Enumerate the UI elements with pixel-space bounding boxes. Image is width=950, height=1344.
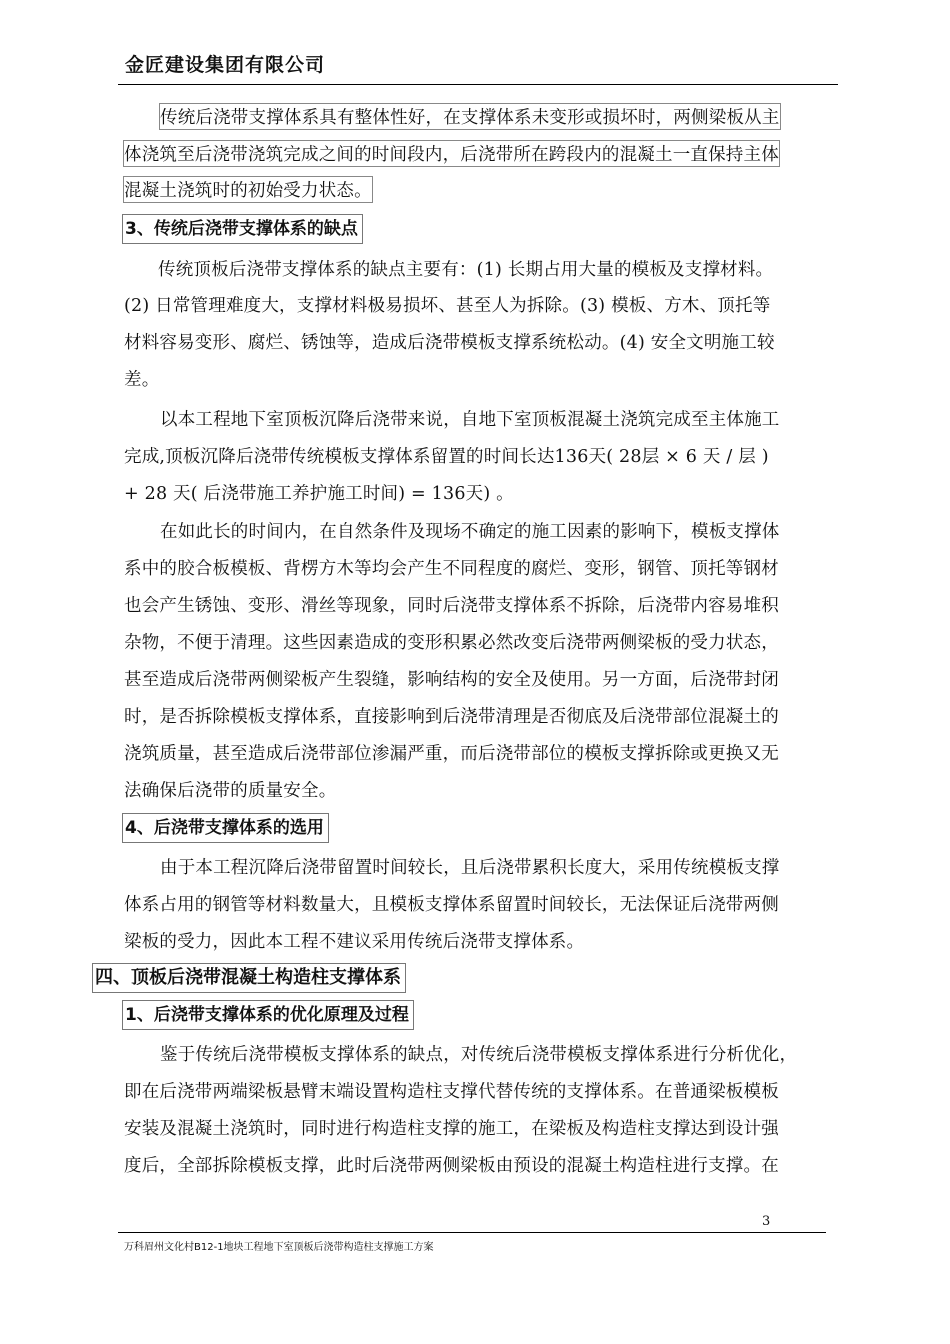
para3-line-3: + 28 天( 后浇带施工养护施工时间) = 136天) 。 (124, 484, 514, 504)
para6-line-4: 度后，全部拆除模板支撑，此时后浇带两侧梁板由预设的混凝土构造柱进行支撑。在 (124, 1156, 779, 1176)
section-4-title: 四、顶板后浇带混凝土构造柱支撑体系 (92, 963, 406, 993)
para4-line-5: 甚至造成后浇带两侧梁板产生裂缝，影响结构的安全及使用。另一方面，后浇带封闭 (124, 670, 779, 690)
para2-line-1: 传统顶板后浇带支撑体系的缺点主要有：(1) 长期占用大量的模板及支撑材料。 (158, 260, 774, 280)
para6-line-1: 鉴于传统后浇带模板支撑体系的缺点，对传统后浇带模板支撑体系进行分析优化， (160, 1045, 798, 1065)
para4-line-2: 系中的胶合板模板、背楞方木等均会产生不同程度的腐烂、变形，钢管、顶托等钢材 (124, 559, 779, 579)
heading-3-drawbacks: 3、传统后浇带支撑体系的缺点 (122, 214, 363, 244)
footer-divider (118, 1232, 826, 1233)
para5-line-2: 体系占用的钢管等材料数量大，且模板支撑体系留置时间较长，无法保证后浇带两侧 (124, 895, 779, 915)
para1-line-3: 混凝土浇筑时的初始受力状态。 (124, 177, 372, 202)
para6-line-2: 即在后浇带两端梁板悬臂末端设置构造柱支撑代替传统的支撑体系。在普通梁板模板 (124, 1082, 779, 1102)
para4-line-3: 也会产生锈蚀、变形、滑丝等现象，同时后浇带支撑体系不拆除，后浇带内容易堆积 (124, 596, 779, 616)
heading-4-selection: 4、后浇带支撑体系的选用 (122, 813, 329, 843)
para4-line-4: 杂物，不便于清理。这些因素造成的变形积累必然改变后浇带两侧梁板的受力状态， (124, 633, 779, 653)
para4-line-8: 法确保后浇带的质量安全。 (124, 781, 337, 801)
para1-line-1: 传统后浇带支撑体系具有整体性好，在支撑体系未变形或损坏时，两侧梁板从主 (160, 104, 780, 129)
para3-line-2: 完成,顶板沉降后浇带传统模板支撑体系留置的时间长达136天( 28层 × 6 天 / 层 ) (124, 447, 769, 467)
para3-line-1: 以本工程地下室顶板沉降后浇带来说，自地下室顶板混凝土浇筑完成至主体施工 (160, 410, 780, 430)
para4-line-1: 在如此长的时间内，在自然条件及现场不确定的施工因素的影响下，模板支撑体 (160, 522, 780, 542)
para2-line-3: 材料容易变形、腐烂、锈蚀等，造成后浇带模板支撑系统松动。(4) 安全文明施工较 (124, 333, 775, 353)
para5-line-3: 梁板的受力，因此本工程不建议采用传统后浇带支撑体系。 (124, 932, 585, 952)
para1-line-2: 体浇筑至后浇带浇筑完成之间的时间段内，后浇带所在跨段内的混凝土一直保持主体 (124, 141, 779, 166)
para4-line-7: 浇筑质量，甚至造成后浇带部位渗漏严重，而后浇带部位的模板支撑拆除或更换又无 (124, 744, 779, 764)
para4-line-6: 时，是否拆除模板支撑体系，直接影响到后浇带清理是否彻底及后浇带部位混凝土的 (124, 707, 779, 727)
para5-line-1: 由于本工程沉降后浇带留置时间较长，且后浇带累积长度大，采用传统模板支撑 (160, 858, 780, 878)
para2-line-2: (2) 日常管理难度大，支撑材料极易损坏、甚至人为拆除。(3) 模板、方木、顶托等 (124, 296, 771, 316)
page-number: 3 (762, 1214, 771, 1229)
footer-doc-title: 万科眉州文化村B12-1地块工程地下室顶板后浇带构造柱支撑施工方案 (124, 1242, 434, 1253)
header-divider (118, 84, 838, 85)
company-name: 金匠建设集团有限公司 (125, 54, 326, 76)
para6-line-3: 安装及混凝土浇筑时，同时进行构造柱支撑的施工，在梁板及构造柱支撑达到设计强 (124, 1119, 779, 1139)
para2-line-4: 差。 (124, 370, 160, 390)
heading-1-optimization: 1、后浇带支撑体系的优化原理及过程 (122, 1000, 414, 1030)
